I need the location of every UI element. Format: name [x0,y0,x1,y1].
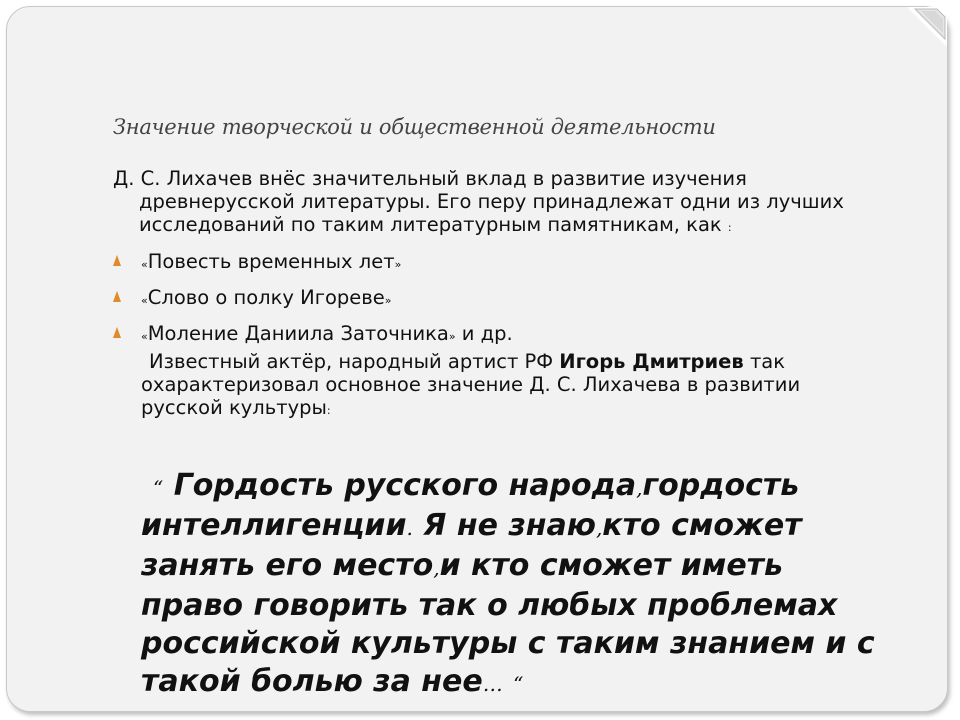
list-item-text: Слово о полку Игореве [147,286,385,309]
quote-comma: , [433,556,440,580]
quote-close-mark: “ [513,672,524,696]
actor-name: Игорь Дмитриев [559,350,744,373]
para-line-1-tail: так [743,350,786,373]
quote-line-5: российской культуры с таким знанием и с [141,626,875,661]
intro-paragraph [113,167,893,239]
page-curl-ornament-icon [907,7,947,47]
para-line-3-text: русской культуры [141,396,327,419]
slide [6,6,948,712]
para-line-3 [141,396,881,422]
quote-line-1-b: гордость [642,468,800,503]
quote-open-mark: « [141,330,148,343]
triangle-bullet-icon [113,327,121,338]
quote-line-6 [141,663,911,703]
quote-line-3-b: и кто сможет иметь [439,548,784,583]
intro-colon: : [727,221,732,234]
quote-close-mark: » [448,330,456,343]
quote-block [141,467,911,703]
triangle-bullet-icon [113,291,121,302]
quote-line-2-a: интеллигенции [141,508,407,543]
quote-dot: . [406,516,413,540]
quote-line-2-b: Я не знаю [423,508,596,543]
list-item [107,250,513,276]
quote-line-2 [141,507,911,547]
quote-close-mark: » [384,294,392,307]
list-item-text: Моление Даниила Заточника [147,322,449,345]
quote-line-6-a: такой болью за нее [141,664,483,699]
quote-open-mark: « [141,258,148,271]
quote-ellipsis: … [482,672,503,696]
bullet-list [107,250,513,358]
quote-open-mark: « [141,294,148,307]
quote-line-1-a: Гордость русского народа [173,468,637,503]
triangle-bullet-icon [113,255,121,266]
list-item-text: Повесть временных лет [147,250,395,273]
quote-line-4: право говорить так о любых проблемах [141,588,838,623]
quote-comma: , [595,516,603,540]
intro-line-3-text: исследований по таким литературным памятникам, как [139,213,722,236]
quote-comma: , [636,476,643,500]
intro-line-3 [113,213,893,239]
slide-title: Значение творческой и общественной деятельности [113,115,716,139]
quote-open-mark: “ [153,476,164,500]
actor-paragraph [141,350,881,422]
list-item-tail: и др. [455,322,513,345]
quote-close-mark: » [394,258,402,271]
intro-line-1: Д. С. Лихачев внёс значительный вклад в развитие изучения [113,167,747,190]
quote-line-1 [141,467,911,507]
list-item [107,322,513,348]
intro-line-2: древнерусской литературы. Его перу принадлежат одни из лучших [139,190,844,213]
para-pre: Известный актёр, народный артист РФ [149,350,560,373]
list-item [107,286,513,312]
para-line-2: охарактеризовал основное значение Д. С. Лихачева в развитии [141,373,801,396]
quote-line-2-c: кто сможет [602,508,802,543]
quote-line-3-a: занять его место [141,548,434,583]
quote-line-3 [141,547,911,587]
para-colon: : [326,404,331,417]
para-line-1 [141,350,881,373]
